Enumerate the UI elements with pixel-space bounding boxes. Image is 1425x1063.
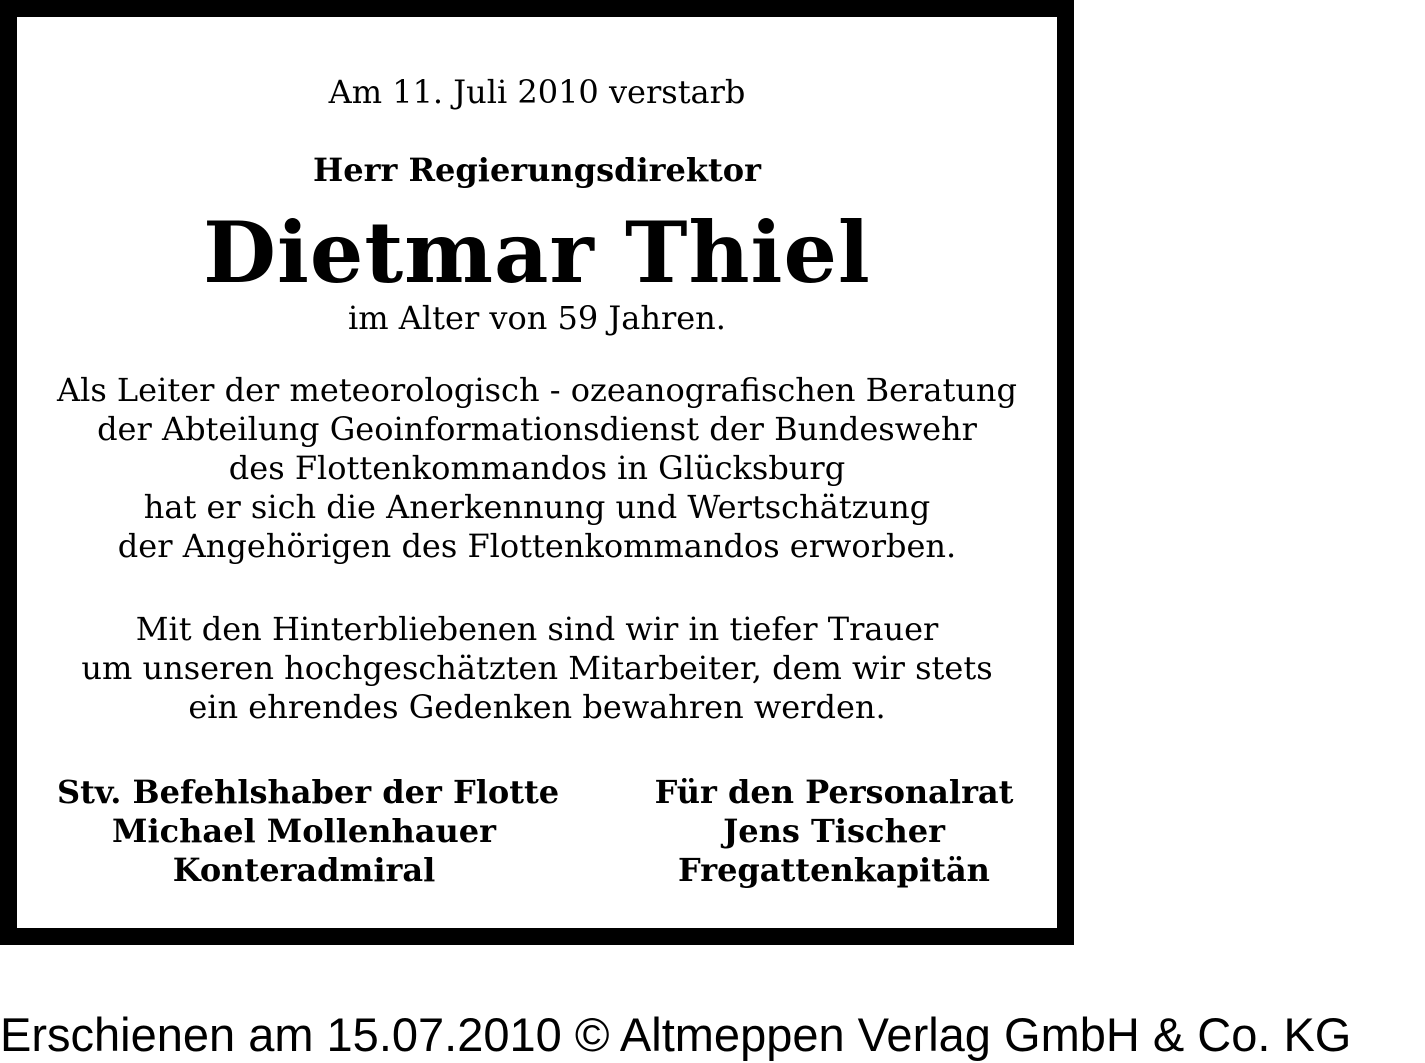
condolence-paragraph (17, 610, 1057, 727)
announcement-line: Am 11. Juli 2010 verstarb (328, 73, 746, 111)
tribute-line: des Flottenkommandos in Glücksburg (228, 449, 846, 487)
deceased-name: Dietmar Thiel (203, 203, 871, 302)
tribute-paragraph (17, 371, 1057, 566)
condolence-line: ein ehrendes Gedenken bewahren werden. (188, 688, 886, 726)
tribute-line: hat er sich die Anerkennung und Wertschätzung (143, 488, 931, 526)
tribute-line: der Angehörigen des Flottenkommandos erworben. (117, 527, 957, 565)
signatory-left-role: Stv. Befehlshaber der Flotte (57, 773, 560, 811)
signatory-right-name: Jens Tischer (723, 812, 945, 850)
signatory-left (57, 773, 560, 890)
tribute-line: der Abteilung Geoinformationsdienst der Bundeswehr (97, 410, 977, 448)
tribute-line: Als Leiter der meteorologisch - ozeanografischen Beratung (56, 371, 1018, 409)
signatory-right-rank: Fregattenkapitän (678, 851, 990, 889)
signatory-left-rank: Konteradmiral (172, 851, 436, 889)
publication-footer: Erschienen am 15.07.2010 © Altmeppen Verlag GmbH & Co. KG (0, 1008, 1352, 1061)
condolence-line: Mit den Hinterbliebenen sind wir in tiefer Trauer (135, 610, 939, 648)
condolence-line: um unseren hochgeschätzten Mitarbeiter, dem wir stets (81, 649, 993, 687)
deceased-title: Herr Regierungsdirektor (313, 151, 761, 189)
age-line: im Alter von 59 Jahren. (348, 299, 726, 337)
signatory-right-role: Für den Personalrat (654, 773, 1014, 811)
signatory-right (617, 773, 1051, 890)
signatory-left-name: Michael Mollenhauer (112, 812, 496, 850)
